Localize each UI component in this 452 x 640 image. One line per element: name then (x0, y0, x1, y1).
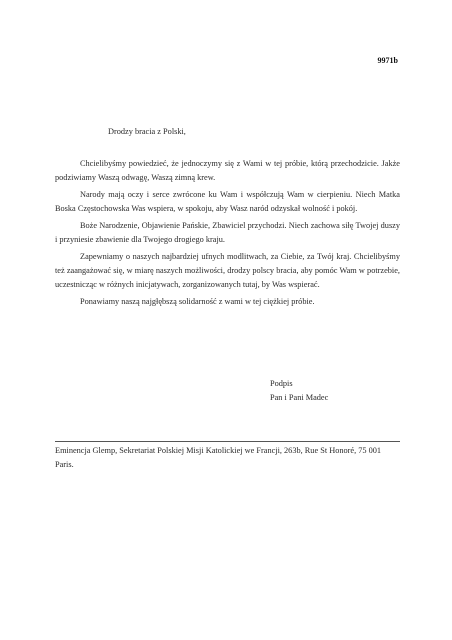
document-number: 9971b (377, 56, 398, 65)
letter-paragraph-1: Chcielibyśmy powiedzieć, że jednoczymy się z Wami w tej próbie, którą przechodzicie. Jakże podziwiamy Waszą odwagę, Waszą zimną krew. (55, 159, 400, 182)
letter-paragraph-3: Boże Narodzenie, Objawienie Pańskie, Zbawiciel przychodzi. Niech zachowa siłę Twojej duszy i przyniesie zbawienie dla Twojego drogiego kraju. (55, 221, 400, 244)
signature-name: Pan i Pani Madec (270, 393, 329, 402)
letter-greeting: Drodzy bracia z Polski, (108, 127, 186, 136)
footer-divider (55, 441, 400, 442)
letter-body (55, 157, 400, 312)
letter-paragraph-4: Zapewniamy o naszych najbardziej ufnych modlitwach, za Ciebie, za Twój kraj. Chcielibyśmy też zaangażować się, w miarę naszych możliwości, drodzy polscy bracia, aby pomóc Wam w potrzebie, uczestnicząc w różnych inicjatywach, zorganizowanych tutaj, by Was wspierać. (55, 252, 400, 289)
signature-label: Podpis (270, 379, 293, 388)
letter-paragraph-2: Narody mają oczy i serce zwrócone ku Wam i współczują Wam w cierpieniu. Niech Matka Boska Częstochowska Was wspiera, w spokoju, aby Wasz naród odzyskał wolność i pokój. (55, 190, 400, 213)
letter-paragraph-5: Ponawiamy naszą najgłębszą solidarność z wami w tej ciężkiej próbie. (80, 297, 315, 306)
footer-address: Eminencja Glemp, Sekretariat Polskiej Misji Katolickiej we Francji, 263b, Rue St Honoré, 75 001 Paris. (55, 446, 382, 469)
signature-block (270, 377, 328, 405)
